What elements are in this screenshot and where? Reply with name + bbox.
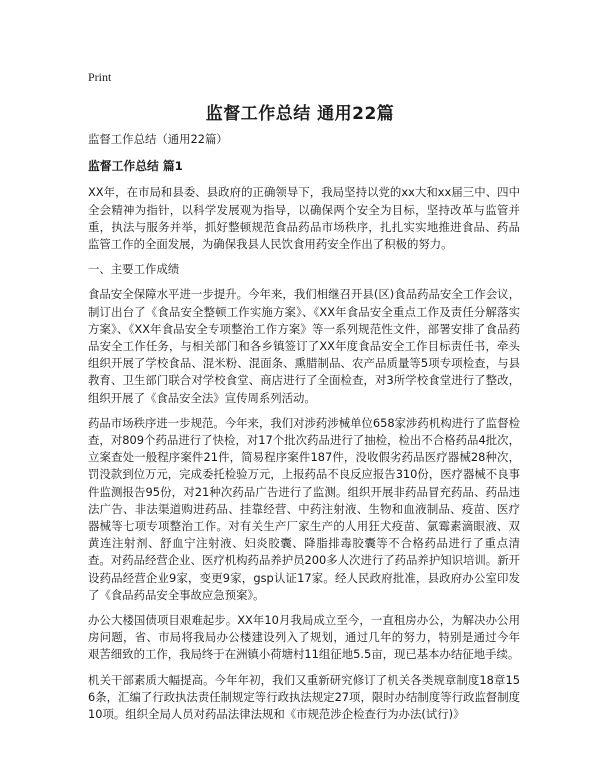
paragraph-drug-market: 药品市场秩序进一步规范。今年来，我们对涉药涉械单位658家涉药机构进行了监督检查，对809个药品进行了快检，对17个批次药品进行了抽检，检出不合格药品4批次，立案查处一般程序案件21件，简易程序案件187件，没收假劣药品医疗器械28种次，罚没款到位万元，完成委托检验万元，上报药品不良反应报告310份，医疗器械不良事件监测报告95份，对21种次药品广告进行了监测。组织开展非药品冒充药品、药品违法广告、非法渠道购进药品、挂靠经营、中药注射液、生物和血液制品、疫苗、医疗器械等七项专项整治工作。对有关生产厂家生产的人用狂犬疫苗、氯霉素滴眼液、双黄连注射剂、舒血宁注射液、妇炎胶囊、降脂排毒胶囊等不合格药品进行了重点清查。对药品经营企业、医疗机构药品养护员200多人次进行了药品养护知识培训。新开设药品经营企业9家，变更9家，gsp认证17家。经人民政府批准，县政府办公室印发了《食品药品安全事故应急预案》。	[88, 415, 520, 602]
paragraph-food-safety: 食品安全保障水平进一步提升。今年来，我们相继召开县(区)食品药品安全工作会议，制订出台了《食品安全整顿工作实施方案》、《XX年食品安全重点工作及责任分解落实方案》、《XX年食品安全专项整治工作方案》等一系列规范性文件，部署安排了食品药品安全工作任务，与相关部门和各乡镇签订了XX年度食品安全工作目标责任书，牵头组织开展了学校食品、混米粉、混面条、熏腊制品、农产品质量等5项专项检查，与县教育、卫生部门联合对学校食堂、商店进行了全面检查，对3所学校食堂进行了整改，组织开展了《食品安全法》宣传周系列活动。	[88, 287, 520, 405]
paragraph-office-building: 办公大楼国债项目艰难起步。XX年10月我局成立至今，一直租房办公，为解决办公用房问题，省、市局将我局办公楼建设列入了规划，通过几年的努力，特别是通过今年艰苦细致的工作，我局终于在洲镇小荷塘村11组征地5.5亩，现已基本办结征地手续。	[88, 613, 520, 662]
paragraph-intro: XX年，在市局和县委、县政府的正确领导下，我局坚持以党的xx大和xx届三中、四中全会精神为指针，以科学发展观为指导，以确保两个安全为目标，坚持改革与监管并重，执法与服务并举，抓好整顿规范食品药品市场秩序，扎扎实实地推进食品、药品监管工作的全面发展，为确保我县人民饮食用药安全作出了积极的努力。	[88, 185, 520, 252]
document-body	[88, 131, 520, 731]
print-link[interactable]: Print	[88, 70, 112, 84]
paragraph-staff-quality: 机关干部素质大幅提高。今年年初，我们又重新研究修订了机关各类规章制度18章156条，汇编了行政执法责任制规定等行政执法规定27项，限时办结制度等行政监督制度10项。组织全局人员对药品法律法规和《市规范涉企检查行为办法(试行)》	[88, 672, 520, 722]
document-title: 监督工作总结 通用22篇	[205, 104, 395, 124]
document-subtitle: 监督工作总结（通用22篇）	[88, 132, 228, 146]
section-heading: 监督工作总结 篇1	[88, 159, 183, 174]
subheading-main-achievements: 一、主要工作成绩	[88, 262, 180, 277]
